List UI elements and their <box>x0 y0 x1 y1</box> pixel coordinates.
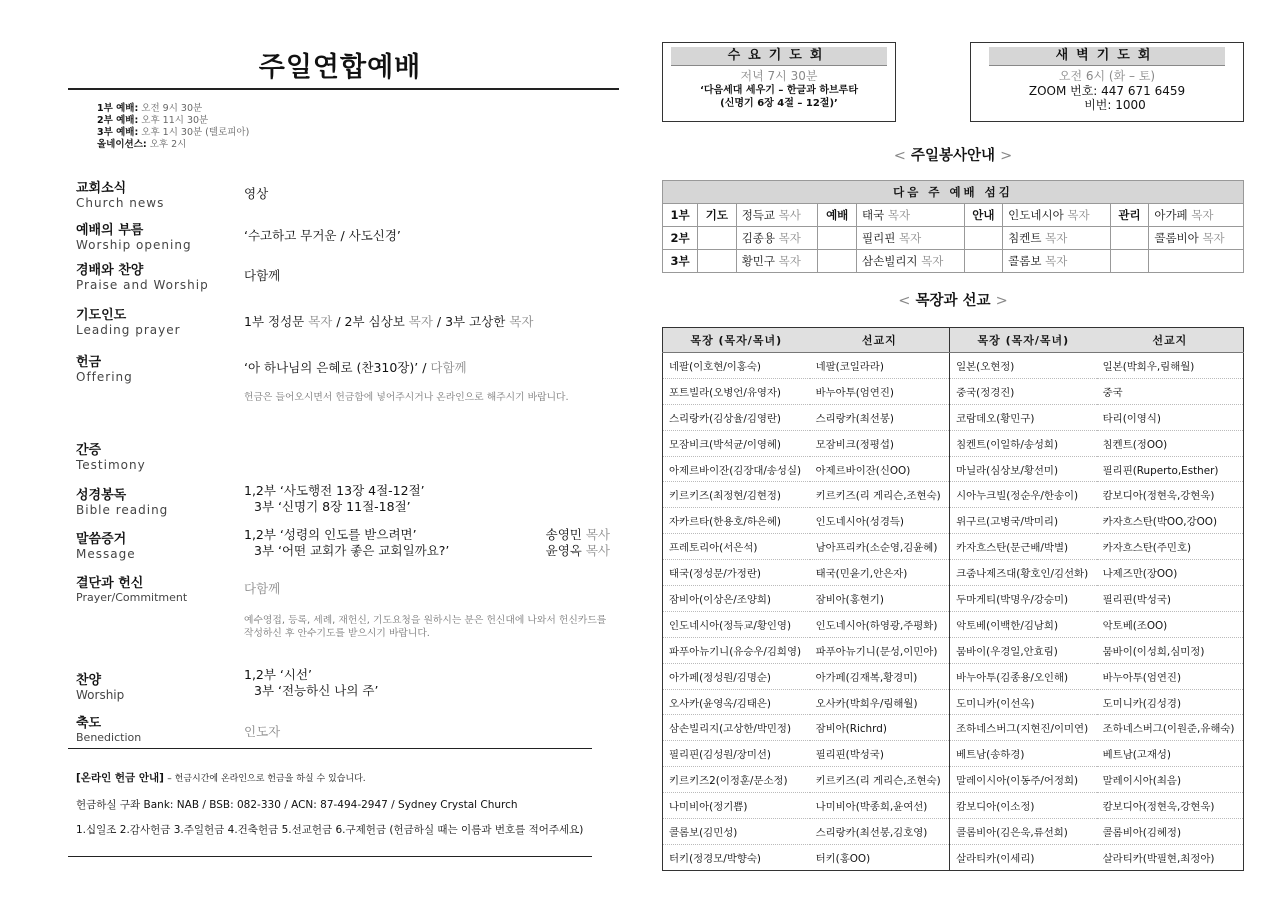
wednesday-time: 저녁 7시 30분 <box>740 69 818 83</box>
commitment-note: 예수영접, 등록, 세례, 재헌신, 기도요청을 원하시는 분은 헌신대에 나와서 헌신카드를 작성하신 후 안수기도를 받으시기 바랍니다. <box>244 615 607 639</box>
section-testimony: 간증 Testimony <box>76 443 146 472</box>
mission-cell: 마닐라(심상보/황선미) <box>950 456 1097 482</box>
dawn-password: 비번: 1000 <box>1084 98 1146 112</box>
mission-cell: 터키(홍OO) <box>810 844 950 870</box>
mission-cell: 두마게티(박명우/강승미) <box>950 586 1097 612</box>
mission-cell: 조하네스버그(지현진/이미연) <box>950 715 1097 741</box>
mission-row <box>663 378 1244 404</box>
section-commitment: 결단과 헌신 Prayer/Commitment <box>76 576 188 604</box>
service-row-1: 1부 기도 정득교 목사 예배 태국 목자 안내 인도네시아 목자 관리 아가페 목자 <box>663 204 1244 227</box>
mission-cell: 터키(정경모/박향숙) <box>663 844 810 870</box>
section-benediction: 축도 Benediction <box>76 716 142 744</box>
mission-cell: 뭄바이(이성희,심미정) <box>1097 637 1244 663</box>
mission-row <box>663 508 1244 534</box>
mission-cell: 침켄트(이일하/송성희) <box>950 430 1097 456</box>
footer-top-divider <box>68 748 592 749</box>
praise-content: 다함께 <box>244 268 281 283</box>
mission-cell: 나미비아(정기쁨) <box>663 793 810 819</box>
wednesday-prayer-box <box>662 42 896 122</box>
service-heading: < 주일봉사안내 > <box>893 148 1013 164</box>
mission-heading: < 목장과 선교 > <box>898 293 1008 309</box>
mission-cell: 일본(오현정) <box>950 353 1097 379</box>
dawn-zoom: ZOOM 번호: 447 671 6459 <box>1028 84 1186 98</box>
mission-row <box>663 353 1244 379</box>
service-table <box>662 180 1244 273</box>
mission-cell: 파푸아뉴기니(문성,이민아) <box>810 637 950 663</box>
mission-cell: 스리랑카(최선봉) <box>810 404 950 430</box>
mission-cell: 스리랑카(김상율/김영란) <box>663 404 810 430</box>
dawn-time: 오전 6시 (화 – 토) <box>1058 69 1156 83</box>
mission-cell: 오사카(윤영옥/김태은) <box>663 689 810 715</box>
bible-reading-content: 1,2부 ‘사도행전 13장 4절-12절’ 3부 ‘신명기 8장 11절-18절’ <box>244 483 425 514</box>
wednesday-prayer-title: 수요기도회 <box>671 47 887 66</box>
mission-cell: 뭄바이(우경일,안효림) <box>950 637 1097 663</box>
mission-row <box>663 611 1244 637</box>
mission-cell: 바누아투(엄연진) <box>1097 663 1244 689</box>
mission-cell: 말레이시아(최음) <box>1097 767 1244 793</box>
mission-row <box>663 560 1244 586</box>
mission-cell: 도미니카(김성경) <box>1097 689 1244 715</box>
mission-row <box>663 586 1244 612</box>
mission-cell: 스리랑카(최선봉,김호영) <box>810 819 950 845</box>
mission-row <box>663 456 1244 482</box>
mission-row <box>663 637 1244 663</box>
mission-row <box>663 404 1244 430</box>
mission-row <box>663 663 1244 689</box>
mission-cell: 태국(정성문/가정란) <box>663 560 810 586</box>
mission-cell: 인도네시아(하영광,주평화) <box>810 611 950 637</box>
section-church-news: 교회소식 Church news <box>76 181 165 210</box>
mission-cell: 키르키즈(최정현/김현정) <box>663 482 810 508</box>
mission-cell: 콜롬비아(김혜정) <box>1097 819 1244 845</box>
schedule-1: 1부 예배: 오전 9시 30분 <box>97 103 203 114</box>
section-bible-reading: 성경봉독 Bible reading <box>76 488 169 517</box>
mission-cell: 크줌나제즈대(황호인/김선화) <box>950 560 1097 586</box>
mission-cell: 네팔(이호현/이홍숙) <box>663 353 810 379</box>
mission-row <box>663 430 1244 456</box>
mission-cell: 나제즈만(장OO) <box>1097 560 1244 586</box>
mission-row <box>663 844 1244 870</box>
mission-cell: 키르키즈2(이정훈/문소정) <box>663 767 810 793</box>
mission-cell: 중국 <box>1097 378 1244 404</box>
mission-cell: 콜롬비아(김은욱,류선희) <box>950 819 1097 845</box>
mission-row <box>663 741 1244 767</box>
mission-cell: 잠비아(Richrd) <box>810 715 950 741</box>
service-table-header: 다음 주 예배 섬김 <box>663 181 1244 204</box>
message-content: 1,2부 ‘성령의 인도를 받으려면’ 송영민 목사 3부 ‘어떤 교회가 좋은 교회일까요?’ 윤영옥 목사 <box>244 527 610 558</box>
mission-cell: 조하네스버그(이원준,유해숙) <box>1097 715 1244 741</box>
mission-col-3: 목장 (목자/목녀) <box>950 328 1097 353</box>
mission-cell: 말레이시아(이동주/어정희) <box>950 767 1097 793</box>
mission-cell: 아가페(김재복,황경미) <box>810 663 950 689</box>
mission-row <box>663 819 1244 845</box>
mission-cell: 프레토리아(서은석) <box>663 534 810 560</box>
mission-cell: 바누아투(엄연진) <box>810 378 950 404</box>
mission-cell: 도미니카(이선옥) <box>950 689 1097 715</box>
mission-cell: 일본(박희우,림해월) <box>1097 353 1244 379</box>
mission-col-4: 선교지 <box>1097 328 1244 353</box>
mission-cell: 베트남(고재성) <box>1097 741 1244 767</box>
mission-cell: 캄보디아(정현욱,강현욱) <box>1097 482 1244 508</box>
mission-cell: 나미비아(박종희,윤여선) <box>810 793 950 819</box>
schedule-2: 2부 예배: 오후 11시 30분 <box>97 115 209 126</box>
commitment-content: 다함께 <box>244 581 281 596</box>
mission-col-2: 선교지 <box>810 328 950 353</box>
mission-cell: 아제르바이잔(김장대/송성실) <box>663 456 810 482</box>
mission-row <box>663 689 1244 715</box>
leading-prayer-content: 1부 정성문 목자 / 2부 심상보 목자 / 3부 고상한 목자 <box>244 314 534 329</box>
service-row-2: 2부 김종용 목자 필리핀 목자 침켄트 목자 콜롬비아 목자 <box>663 227 1244 250</box>
mission-cell: 필리핀(박성국) <box>1097 586 1244 612</box>
section-praise: 경배와 찬양 Praise and Worship <box>76 263 209 292</box>
mission-cell: 카자흐스탄(박OO,강OO) <box>1097 508 1244 534</box>
service-row-3: 3부 황민구 목자 삼손빌리지 목자 콜롬보 목자 <box>663 250 1244 273</box>
mission-row <box>663 715 1244 741</box>
dawn-prayer-box <box>970 42 1244 122</box>
mission-cell: 키르키즈(리 게리슨,조현숙) <box>810 767 950 793</box>
section-leading-prayer: 기도인도 Leading prayer <box>76 308 181 337</box>
worship-opening-content: ‘수고하고 무거운 / 사도신경’ <box>244 228 401 243</box>
footer-bottom-divider <box>68 856 592 857</box>
mission-cell: 악토베(이백한/김남희) <box>950 611 1097 637</box>
wednesday-topic: ‘다음세대 세우기 – 한글과 하브루타 (신명기 6장 4절 – 12절)’ <box>700 85 858 109</box>
mission-cell: 필리핀(박성국) <box>810 741 950 767</box>
mission-cell: 모잠비크(박석균/이영혜) <box>663 430 810 456</box>
offering-account: 헌금하실 구좌 Bank: NAB / BSB: 082-330 / ACN: 87-494-2947 / Sydney Crystal Church <box>76 799 518 811</box>
worship-song-content: 1,2부 ‘시선’ 3부 ‘전능하신 나의 주’ <box>244 667 379 698</box>
mission-row <box>663 482 1244 508</box>
schedule-4: 올네이션스: 오후 2시 <box>97 139 187 150</box>
mission-cell: 키르키즈(리 게리슨,조현숙) <box>810 482 950 508</box>
online-offering-heading: [온라인 헌금 안내] – 헌금시간에 온라인으로 헌금을 하실 수 있습니다. <box>76 772 366 784</box>
mission-cell: 네팔(코일라라) <box>810 353 950 379</box>
section-offering: 헌금 Offering <box>76 355 133 384</box>
church-news-content: 영상 <box>244 186 269 201</box>
mission-row <box>663 793 1244 819</box>
worship-schedule <box>97 103 249 151</box>
mission-cell: 모잠비크(정평섭) <box>810 430 950 456</box>
mission-table <box>662 327 1244 871</box>
mission-col-1: 목장 (목자/목녀) <box>663 328 810 353</box>
mission-cell: 인도네시아(정득교/황인영) <box>663 611 810 637</box>
mission-cell: 코람데오(황민구) <box>950 404 1097 430</box>
mission-cell: 아제르바이잔(신OO) <box>810 456 950 482</box>
mission-cell: 삼손빌리지(고상한/박민정) <box>663 715 810 741</box>
mission-cell: 인도네시아(성경득) <box>810 508 950 534</box>
mission-cell: 필리핀(Ruperto,Esther) <box>1097 456 1244 482</box>
offering-types: 1.십일조 2.감사헌금 3.주일헌금 4.건축헌금 5.선교헌금 6.구제헌금 (헌금하실 때는 이름과 번호를 적어주세요) <box>76 824 584 836</box>
mission-cell: 파푸아뉴기니(유승우/김희영) <box>663 637 810 663</box>
mission-cell: 카자흐스탄(주민호) <box>1097 534 1244 560</box>
mission-cell: 중국(정경진) <box>950 378 1097 404</box>
section-worship-song: 찬양 Worship <box>76 673 125 702</box>
mission-cell: 캄보디아(정현욱,강현욱) <box>1097 793 1244 819</box>
offering-note: 헌금은 들어오시면서 헌금함에 넣어주시거나 온라인으로 해주시기 바랍니다. <box>244 392 569 403</box>
mission-cell: 오사카(박희우/림해월) <box>810 689 950 715</box>
mission-cell: 잠비아(홍현기) <box>810 586 950 612</box>
mission-cell: 악토베(조OO) <box>1097 611 1244 637</box>
mission-cell: 필리핀(김성원/장미선) <box>663 741 810 767</box>
title-divider <box>68 88 619 90</box>
mission-cell: 캄보디아(이소정) <box>950 793 1097 819</box>
mission-cell: 태국(민윤기,안은자) <box>810 560 950 586</box>
benediction-content: 인도자 <box>244 724 281 739</box>
section-message: 말씀증거 Message <box>76 532 136 561</box>
mission-cell: 살라티카(이세리) <box>950 844 1097 870</box>
mission-cell: 살라티카(박필현,최정아) <box>1097 844 1244 870</box>
mission-row <box>663 534 1244 560</box>
mission-cell: 바누아투(김종용/오인해) <box>950 663 1097 689</box>
page-title: 주일연합예배 <box>258 52 422 83</box>
mission-cell: 자카르타(한용호/하은혜) <box>663 508 810 534</box>
schedule-3: 3부 예배: 오후 1시 30분 (텔로피아) <box>97 127 250 138</box>
dawn-prayer-title: 새벽기도회 <box>989 47 1225 66</box>
mission-cell: 침켄트(정OO) <box>1097 430 1244 456</box>
mission-cell: 잠비아(이상은/조양희) <box>663 586 810 612</box>
mission-cell: 위구르(고병국/박미리) <box>950 508 1097 534</box>
mission-cell: 남아프리카(소순영,김윤혜) <box>810 534 950 560</box>
mission-cell: 타리(이영식) <box>1097 404 1244 430</box>
mission-cell: 콜롬보(김민성) <box>663 819 810 845</box>
section-worship-opening: 예배의 부름 Worship opening <box>76 223 192 252</box>
mission-cell: 베트남(송하경) <box>950 741 1097 767</box>
mission-cell: 아가페(정성원/김명순) <box>663 663 810 689</box>
mission-cell: 카자흐스탄(문근배/박별) <box>950 534 1097 560</box>
mission-cell: 포트빌라(오병언/유영자) <box>663 378 810 404</box>
mission-cell: 시아누크빌(정순우/한송이) <box>950 482 1097 508</box>
mission-row <box>663 767 1244 793</box>
offering-content: ‘아 하나님의 은혜로 (찬310장)’ / 다함께 <box>244 360 467 375</box>
